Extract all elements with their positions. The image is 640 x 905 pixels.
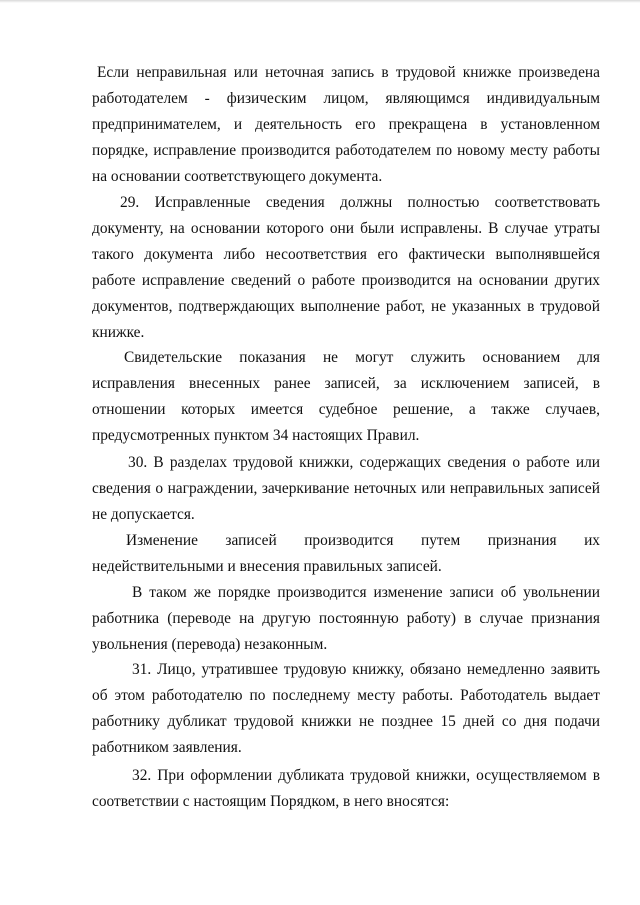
record-change-line-2: недействительными и внесения правильных записей.: [92, 557, 442, 575]
record-change-line-1: Изменение записей производится путем признания их: [126, 532, 600, 549]
scan-edge-shadow: [0, 0, 640, 3]
paragraph-item-31: 31. Лицо, утратившее трудовую книжку, обязано немедленно заявить об этом работодателю по последнему месту работы. Работодатель выдает работнику дубликат трудовой книжки не позднее 15 дней со дня подачи работником заявления.: [92, 661, 600, 756]
paragraph-correction-by-new-employer: Если неправильная или неточная запись в трудовой книжке произведена работодателем - физическим лицом, являющимся индивидуальным предпринимателем, и деятельность его прекращена в установленном порядке, исправление производится работодателем по новому месту работы на основании соответствующего документа.: [92, 64, 600, 185]
paragraph-witness-testimony: Свидетельские показания не могут служить основанием для исправления внесенных ранее записей, за исключением записей, в отношении которых имеется судебное решение, а также случаев, предусмотренных пунктом 34 настоящих Правил.: [92, 349, 600, 444]
paragraph-item-32: 32. При оформлении дубликата трудовой книжки, осуществляемом в соответствии с настоящим Порядком, в него вносятся:: [92, 767, 600, 810]
paragraph-dismissal-record-change: В таком же порядке производится изменение записи об увольнении работника (переводе на другую постоянную работу) в случае признания увольнения (перевода) незаконным.: [92, 584, 600, 653]
paragraph-item-30: 30. В разделах трудовой книжки, содержащих сведения о работе или сведения о награждении, зачеркивание неточных или неправильных записей не допускается.: [92, 454, 600, 523]
paragraph-item-29: 29. Исправленные сведения должны полностью соответствовать документу, на основании которого они были исправлены. В случае утраты такого документа либо несоответствия его фактически выполнявшейся работе исправление сведений о работе производится на основании других документов, подтверждающих выполнение работ, не указанных в трудовой книжке.: [92, 194, 600, 341]
paragraph-record-change: [92, 528, 600, 580]
